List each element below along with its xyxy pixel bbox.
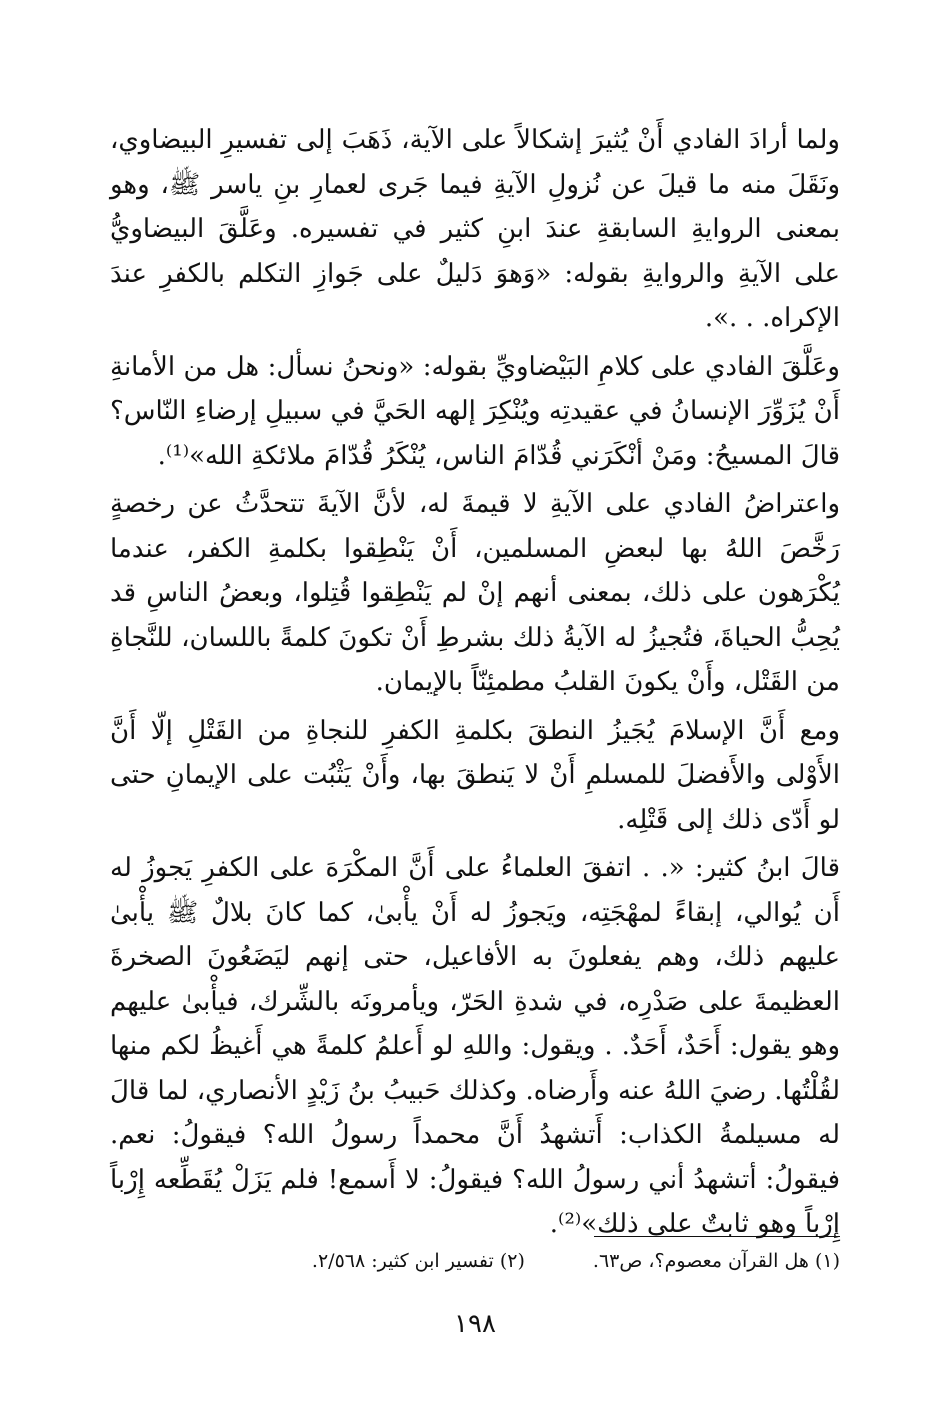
footnote-divider <box>594 1236 840 1237</box>
paragraph: واعتراضُ الفادي على الآيةِ لا قيمةَ له، لأنَّ الآيةَ تتحدَّثُ عن رخصةٍ رَخَّصَ اللهُ بها لبعضِ المسلمين، أَنْ يَنْطِقوا بكلمةِ الكفر، عندما يُكْرَهون على ذلك، بمعنى أنهم إنْ لم يَنْطِقوا قُتِلوا، وبعضُ الناسِ قد يُحِبُّ الحياةَ، فتُجيزُ له الآيةُ ذلك بشرطِ أَنْ تكونَ كلمةً باللسان، للنَّجاةِ من القَتْل، وأَنْ يكونَ القلبُ مطمئِنّاً بالإيمان. <box>110 489 840 697</box>
paragraph: قالَ ابنُ كثير: «. . اتفقَ العلماءُ على أَنَّ المكْرَهَ على الكفرِ يَجوزُ له أَن يُوالي، إبقاءً لمهْجَتِه، ويَجوزُ له أَنْ يأْبىٰ، كما كانَ بلالٌ ﷺ يأْبىٰ عليهم ذلك، وهم يفعلونَ به الأفاعيل، حتى إنهم ليَضَعُونَ الصخرةَ العظيمةَ على صَدْرِه، في شدةِ الحَرّ، ويأمرونَه بالشِّرك، فيأْبىٰ عليهم وهو يقول: أَحَدٌ، أَحَدٌ. . ويقول: واللهِ لو أَعلمُ كلمةً هي أَغيظُ لكم منها لقُلْتُها. رضيَ اللهُ عنه وأَرضاه. وكذلك حَبيبُ بنُ زَيْدٍ الأنصاري، لما قالَ له مسيلمةُ الكذاب: أَتشهدُ أَنَّ محمداً رسولُ الله؟ فيقولُ: نعم. فيقولُ: أتشهدُ أني رسولُ الله؟ فيقولُ: لا أَسمع! فلم يَزَلْ يُقَطِّعه إِرْباً إِرْباً وهو ثابتٌ على ذلك»⁽²⁾. <box>110 853 840 1239</box>
paragraph: ومع أَنَّ الإسلامَ يُجَيزُ النطقَ بكلمةِ الكفرِ للنجاةِ من القَتْلِ إلّا أَنَّ الأَوْلى والأَفضلَ للمسلمِ أَنْ لا يَنطقَ بها، وأَنْ يَثْبُت على الإيمانِ حتى لو أَدّى ذلك إلى قَتْلِه. <box>110 715 840 835</box>
page-number: ١٩٨ <box>454 1309 496 1339</box>
main-text <box>110 118 840 1247</box>
footnotes <box>110 1246 840 1276</box>
footnote: (٢) تفسير ابن كثير: ٢/٥٦٨. <box>311 1250 525 1272</box>
paragraph: وعَلَّقَ الفادي على كلامِ البَيْضاويِّ بقوله: «ونحنُ نسأل: هل من الأمانةِ أَنْ يُزَوِّرَ الإنسانُ في عقيدتِه ويُنْكِرَ إلهه الحَيَّ في سبيلِ إرضاءِ النّاس؟ قالَ المسيحُ: ومَنْ أنْكَرَني قُدّامَ الناس، يُنْكَرُ قُدّامَ ملائكةِ الله»⁽¹⁾. <box>110 351 840 471</box>
footnote: (١) هل القرآن معصوم؟، ص٦٣. <box>592 1250 840 1272</box>
paragraph: ولما أرادَ الفادي أَنْ يُثيرَ إشكالاً على الآية، ذَهَبَ إلى تفسيرِ البيضاوي، ونَقَلَ منه ما قيلَ عن نُزولِ الآيةِ فيما جَرى لعمارِ بنِ ياسر ﷺ، وهو بمعنى الروايةِ السابقةِ عندَ ابنِ كثير في تفسيره. وعَلَّقَ البيضاويُّ على الآيةِ والروايةِ بقوله: «وَهوَ دَليلٌ على جَوازِ التكلم بالكفرِ عندَ الإكراه. . .». <box>110 125 840 333</box>
